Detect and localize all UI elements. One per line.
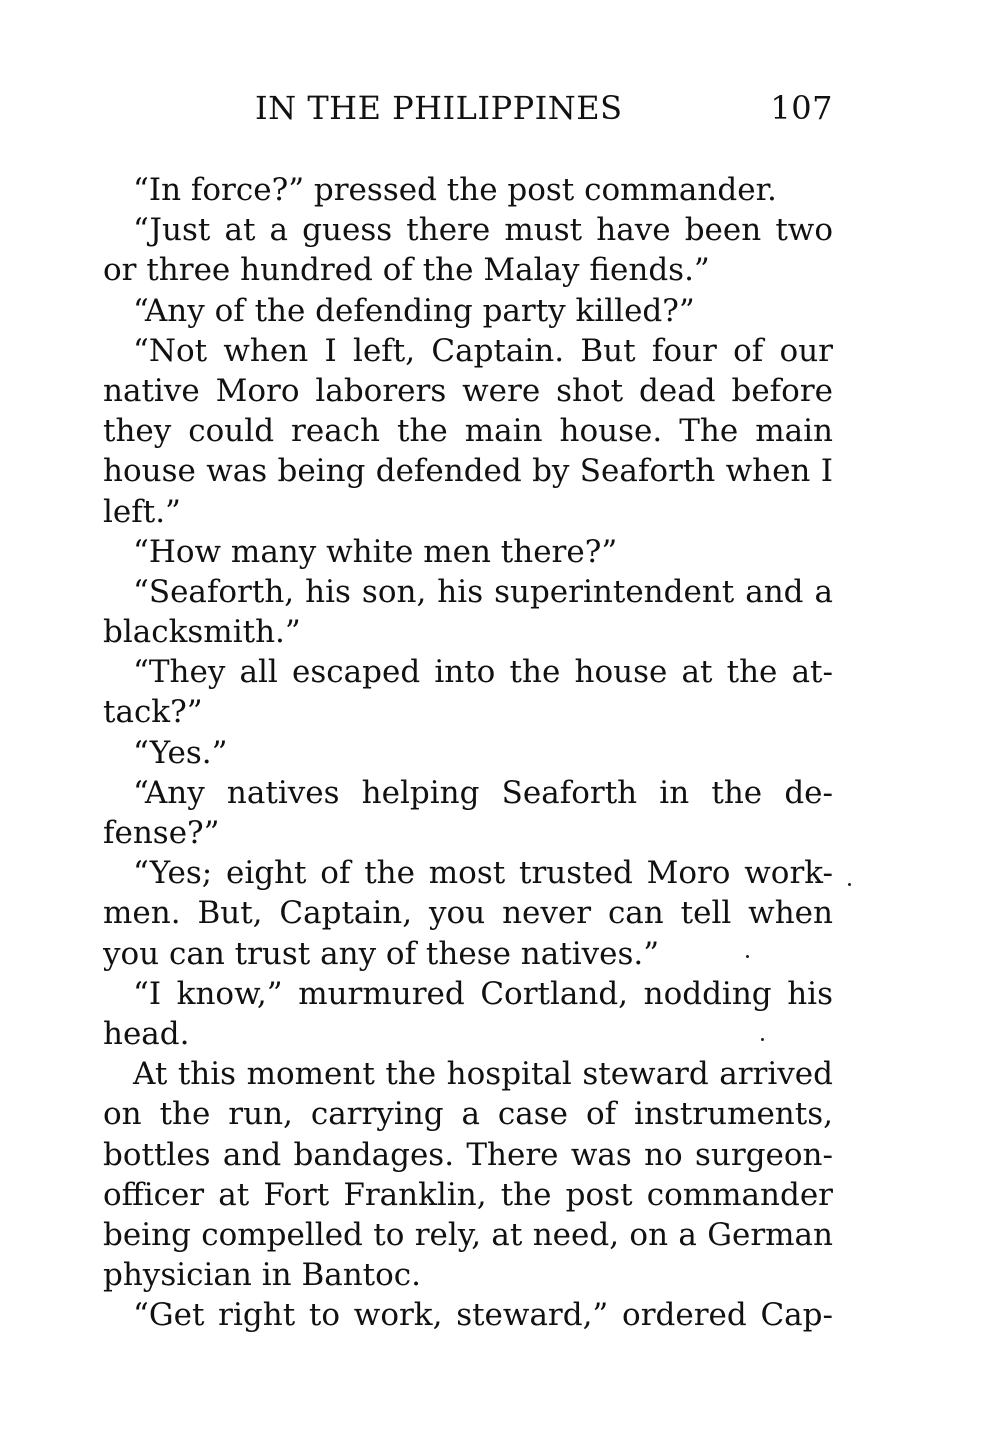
text-line: tack?” [103,694,203,731]
text-line: “In force?” pressed the post commander. [133,172,777,208]
text-line: “I know,” murmured Cortland, nodding his [133,975,833,1012]
text-line: “Any natives helping Seaforth in the de- [133,774,833,811]
print-speck [761,1038,764,1041]
text-line: At this moment the hospital steward arrived [133,1056,833,1093]
text-line: house was being defended by Seaforth when I [103,453,833,490]
running-head [255,86,833,130]
text-line: officer at Fort Franklin, the post commander [103,1176,833,1213]
text-line: fense?” [103,815,220,851]
text-line: “Yes; eight of the most trusted Moro work- [133,855,833,892]
text-line: “Just at a guess there must have been two [133,212,833,249]
text-line: on the run, carrying a case of instruments, [103,1096,833,1133]
text-line: “They all escaped into the house at the at- [133,654,833,691]
running-head-title: IN THE PHILIPPINES [255,89,623,127]
text-line: “Not when I left, Captain. But four of our [133,332,833,369]
text-line: physician in Bantoc. [103,1257,422,1294]
body-text [103,170,833,1335]
text-line: “Yes.” [133,734,228,771]
print-speck [746,955,749,958]
text-line: “Any of the defending party killed?” [133,292,695,329]
text-line: being compelled to rely, at need, on a German [103,1216,833,1253]
text-line: bottles and bandages. There was no surgeon- [103,1136,833,1173]
text-line: you can trust any of these natives.” [103,935,660,972]
page-number: 107 [770,89,833,127]
text-line: or three hundred of the Malay fiends.” [103,252,710,289]
text-line: they could reach the main house. The main [103,413,833,450]
text-line: men. But, Captain, you never can tell when [103,895,833,932]
text-line: head. [103,1015,190,1052]
text-line: “Seaforth, his son, his superintendent and a [133,573,833,610]
text-line: native Moro laborers were shot dead before [103,372,833,409]
print-speck [848,883,851,886]
text-line: “Get right to work, steward,” ordered Cap- [133,1297,833,1334]
text-line: blacksmith.” [103,614,301,651]
text-line: left.” [103,493,181,530]
text-line: “How many white men there?” [133,533,618,570]
